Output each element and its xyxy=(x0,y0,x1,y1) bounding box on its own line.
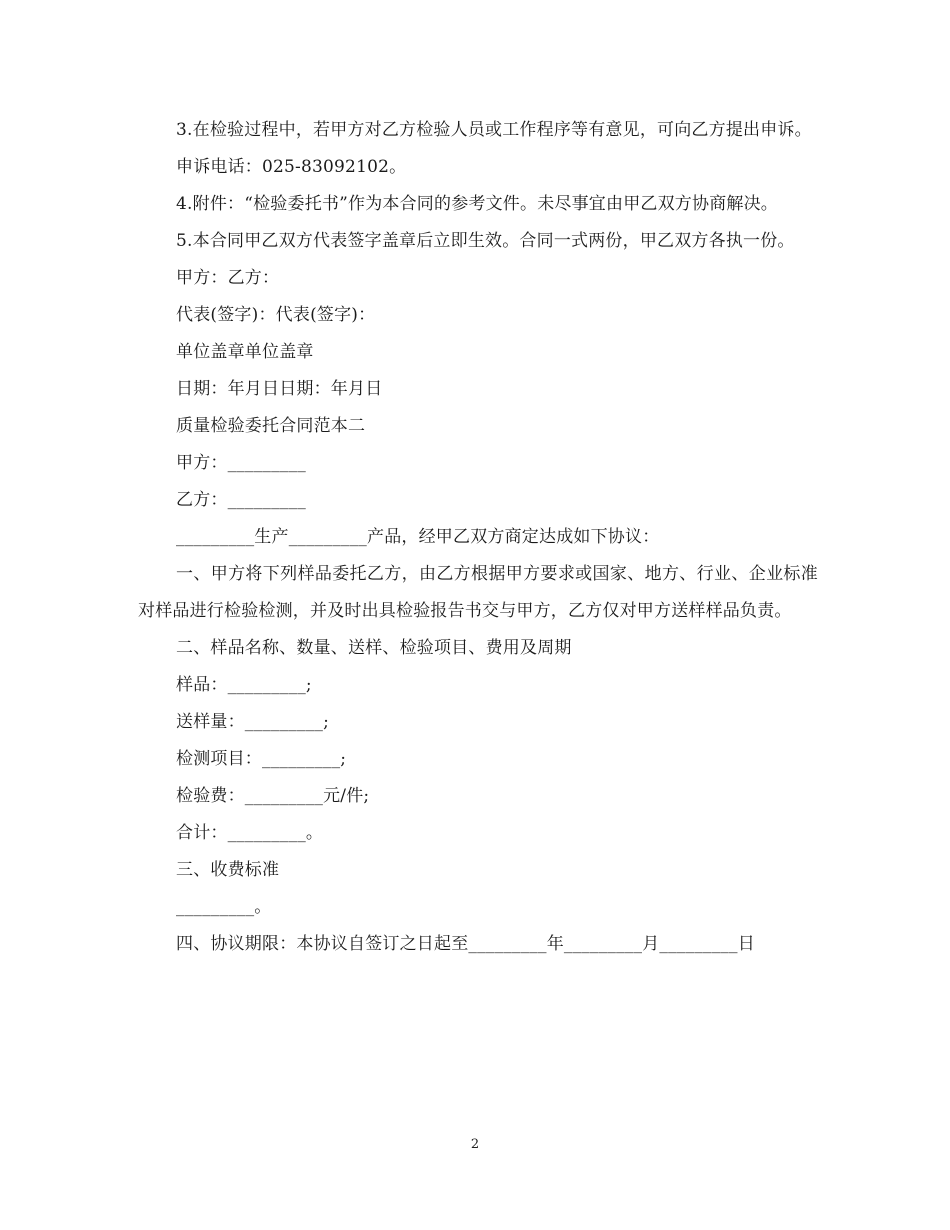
paragraph-parties: 甲方：乙方： xyxy=(176,268,280,288)
paragraph-test-fee: 检验费：_________元/件; xyxy=(176,786,370,806)
paragraph-seals: 单位盖章单位盖章 xyxy=(176,342,314,362)
paragraph-dates: 日期：年月日日期：年月日 xyxy=(176,379,383,399)
paragraph-clause-5: 5.本合同甲乙双方代表签字盖章后立即生效。合同一式两份，甲乙双方各执一份。 xyxy=(176,231,795,251)
paragraph-sample: 样品：_________; xyxy=(176,675,312,695)
paragraph-section-4: 四、协议期限：本协议自签订之日起至_________年_________月_________日 xyxy=(176,934,755,954)
paragraph-complaint-phone: 申诉电话：025-83092102。 xyxy=(176,157,407,177)
paragraph-representatives: 代表(签字)：代表(签字)： xyxy=(176,305,376,325)
paragraph-fee-standard-blank: _________。 xyxy=(176,897,272,917)
paragraph-section-1: 一、甲方将下列样品委托乙方，由乙方根据甲方要求或国家、地方、行业、企业标准对样品进行检验检测，并及时出具检验报告书交与甲方，乙方仅对甲方送样样品负责。 xyxy=(138,564,818,621)
document-body xyxy=(138,112,818,963)
paragraph-template-two-title: 质量检验委托合同范本二 xyxy=(176,416,366,436)
paragraph-test-items: 检测项目：_________; xyxy=(176,749,347,769)
paragraph-total: 合计：_________。 xyxy=(176,823,324,843)
paragraph-party-a: 甲方：_________ xyxy=(176,453,306,473)
paragraph-section-2: 二、样品名称、数量、送样、检验项目、费用及周期 xyxy=(176,638,572,658)
paragraph-party-b: 乙方：_________ xyxy=(176,490,306,510)
paragraph-section-3: 三、收费标准 xyxy=(176,860,280,880)
paragraph-agreement-intro: _________生产_________产品，经甲乙双方商定达成如下协议： xyxy=(176,527,660,547)
page-number: 2 xyxy=(470,1137,480,1152)
paragraph-clause-4: 4.附件：“检验委托书”作为本合同的参考文件。未尽事宜由甲乙双方协商解决。 xyxy=(176,194,778,214)
paragraph-clause-3: 3.在检验过程中，若甲方对乙方检验人员或工作程序等有意见，可向乙方提出申诉。 xyxy=(176,120,812,140)
paragraph-sample-quantity: 送样量：_________; xyxy=(176,712,330,732)
